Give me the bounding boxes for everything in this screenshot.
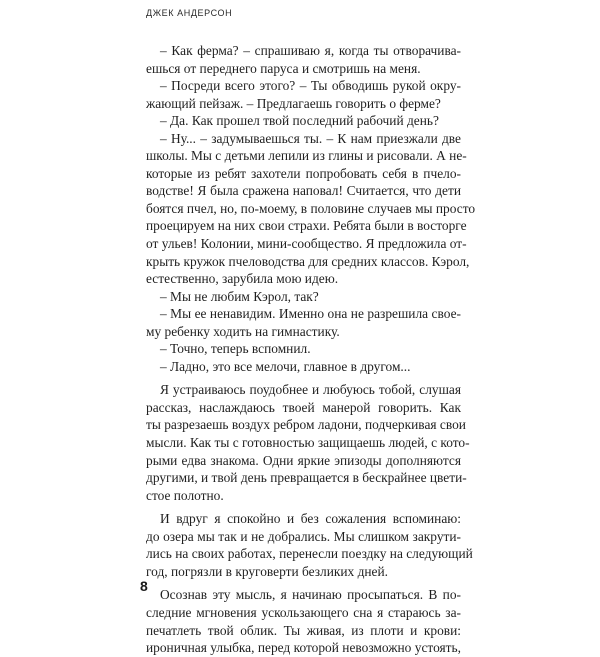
text-line: – Точно, теперь вспомнил.	[160, 341, 311, 357]
text-line: – Как ферма? – спрашиваю я, когда ты отворачива-	[160, 43, 461, 58]
text-line: ты разрезаешь воздух ребром ладони, подчеркивая свои	[146, 417, 466, 433]
paragraph	[146, 510, 473, 580]
paragraph	[146, 112, 461, 130]
paragraph	[146, 586, 461, 656]
text-line: – Ну... – задумываешься ты. – К нам приезжали две	[160, 130, 461, 146]
text-line: – Ладно, это все мелочи, главное в другом...	[160, 358, 411, 374]
running-header: ДЖЕК АНДЕРСОН	[146, 8, 233, 18]
paragraph	[146, 358, 461, 376]
text-line: проецируем на них свои страхи. Ребята были в восторге	[146, 218, 467, 234]
text-line: И вдруг я спокойно и без сожаления вспоминаю:	[160, 511, 461, 527]
text-line: до озера мы так и не добрались. Мы слишком закрути-	[146, 528, 461, 544]
text-line: которые из ребят захотели попробовать себя в пчело-	[146, 165, 461, 181]
text-line: – Мы не любим Кэрол, так?	[160, 288, 319, 304]
text-line: ешься от переднего паруса и смотришь на меня.	[146, 60, 421, 76]
text-line: год, погрязли в круговерти безликих дней.	[146, 563, 389, 579]
text-line: стое полотно.	[146, 487, 224, 503]
text-line: рассказ, наслаждаюсь твоей манерой говорить. Как	[146, 399, 461, 415]
text-line: печатлеть твой облик. Ты живая, из плоти и крови:	[146, 622, 461, 638]
text-line: естественно, зарубила мою идею.	[146, 271, 339, 287]
text-line: – Посреди всего этого? – Ты обводишь рукой окру-	[160, 78, 461, 94]
text-line: боятся пчел, но, по-моему, в половине случаев мы просто	[146, 200, 476, 216]
paragraph	[146, 42, 461, 77]
text-line: от ульев! Колонии, мини-сообщество. Я предложила от-	[146, 236, 467, 252]
paragraph	[146, 381, 470, 504]
text-line: ироничная улыбка, перед которой невозможно устоять,	[146, 640, 461, 656]
text-line: лись на своих работах, перенесли поездку на следующий	[146, 546, 473, 562]
text-line: другими, и твой день превращается в бескрайнее цвети-	[146, 470, 467, 486]
text-line: – Мы ее ненавидим. Именно она не разрешила свое-	[160, 306, 461, 322]
paragraph	[146, 340, 461, 358]
text-line: школы. Мы с детьми лепили из глины и рисовали. А не-	[146, 148, 467, 164]
text-line: рыми едва знакома. Одни яркие эпизоды дополняются	[146, 452, 461, 468]
text-line: водстве! Я была сражена наповал! Считается, что дети	[146, 183, 461, 199]
paragraph	[146, 77, 461, 112]
text-line: Я устраиваюсь поудобнее и любуюсь тобой, слушая	[160, 382, 461, 398]
text-line: жающий пейзаж. – Предлагаешь говорить о ферме?	[146, 95, 441, 111]
paragraph	[146, 305, 461, 340]
text-line: му ребенку ходить на гимнастику.	[146, 323, 340, 339]
text-line: крыть кружок пчеловодства для средних классов. Кэрол,	[146, 253, 470, 269]
text-line: мысли. Как ты с готовностью защищаешь людей, с кото-	[146, 435, 470, 451]
text-line: – Да. Как прошел твой последний рабочий день?	[160, 113, 439, 129]
paragraph	[146, 288, 461, 306]
paragraph	[146, 130, 476, 288]
text-line: Осознав эту мысль, я начинаю просыпаться. В по-	[160, 587, 461, 603]
text-line: следние мгновения ускользающего сна я стараюсь за-	[146, 604, 461, 620]
page-number: 8	[140, 578, 148, 594]
body-text	[146, 42, 476, 657]
